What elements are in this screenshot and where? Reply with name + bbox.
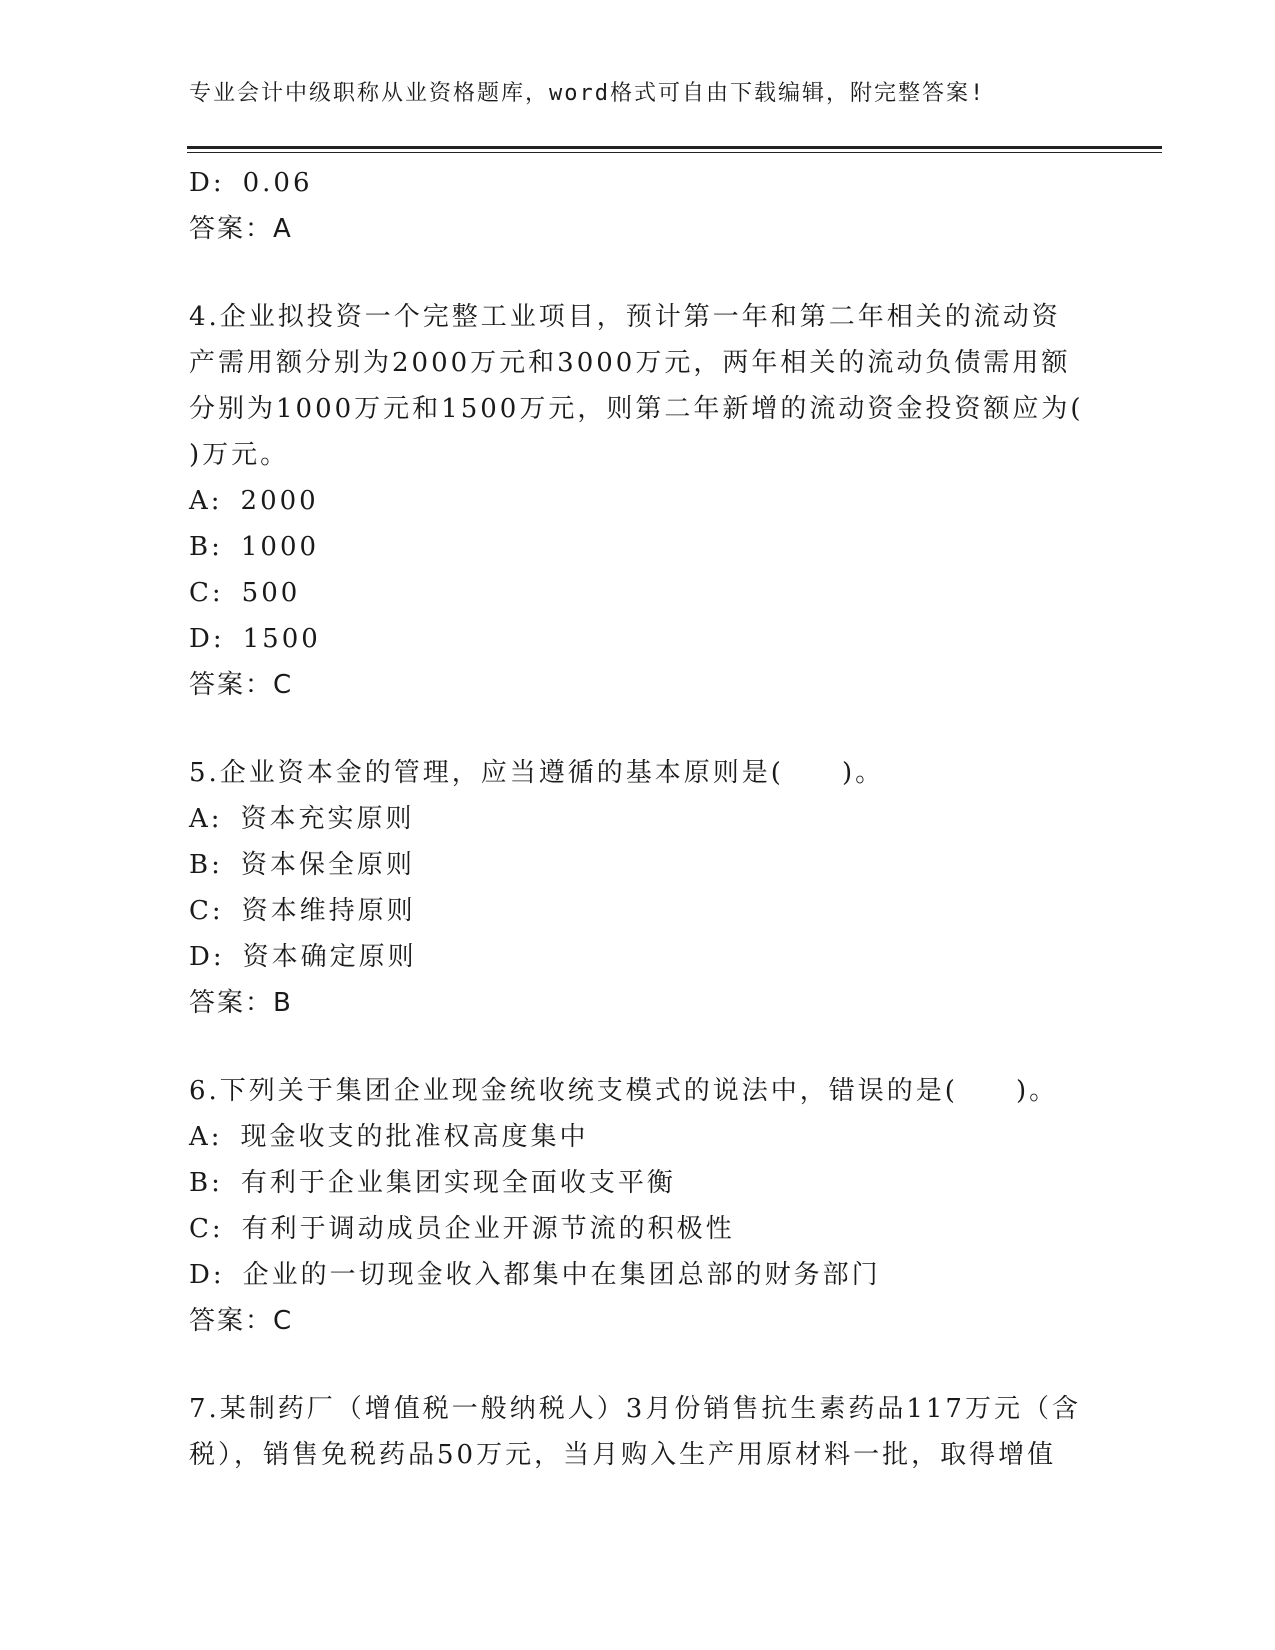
question-line: 分别为1000万元和1500万元，则第二年新增的流动资金投资额应为( bbox=[189, 394, 1084, 424]
option-text: 有利于企业集团实现全面收支平衡 bbox=[240, 1168, 676, 1198]
option-d bbox=[189, 1252, 1109, 1298]
question-line: 税），销售免税药品50万元，当月购入生产用原材料一批，取得增值 bbox=[189, 1440, 1057, 1470]
answer: 答案：C bbox=[189, 670, 294, 700]
option-a bbox=[189, 478, 1109, 524]
option-b bbox=[189, 524, 1109, 570]
option-text: 资本维持原则 bbox=[241, 896, 416, 926]
option-d bbox=[189, 160, 1109, 206]
option-text: 有利于调动成员企业开源节流的积极性 bbox=[241, 1214, 735, 1244]
answer: 答案：A bbox=[189, 214, 293, 244]
answer: 答案：B bbox=[189, 988, 293, 1018]
option-text: 0.06 bbox=[242, 168, 313, 198]
question-5 bbox=[189, 750, 1109, 796]
question-line: 7.某制药厂（增值税一般纳税人）3月份销售抗生素药品117万元（含 bbox=[189, 1394, 1081, 1424]
option-key: B: bbox=[189, 532, 223, 562]
option-key: C: bbox=[189, 1214, 224, 1244]
option-a bbox=[189, 796, 1109, 842]
option-text: 1000 bbox=[240, 532, 320, 562]
option-text: 2000 bbox=[240, 486, 319, 516]
option-key: A: bbox=[189, 1122, 223, 1152]
option-key: B: bbox=[189, 1168, 223, 1198]
option-c bbox=[189, 888, 1109, 934]
option-key: C: bbox=[189, 578, 224, 608]
option-d bbox=[189, 616, 1109, 662]
option-key: D: bbox=[189, 624, 225, 654]
option-a bbox=[189, 1114, 1109, 1160]
question-line: 产需用额分别为2000万元和3000万元，两年相关的流动负债需用额 bbox=[189, 348, 1071, 378]
question-line: 5.企业资本金的管理，应当遵循的基本原则是( )。 bbox=[189, 758, 885, 788]
option-key: C: bbox=[189, 896, 224, 926]
option-text: 资本保全原则 bbox=[240, 850, 415, 880]
question-line: 4.企业拟投资一个完整工业项目，预计第一年和第二年相关的流动资 bbox=[189, 302, 1061, 332]
option-text: 500 bbox=[241, 578, 301, 608]
option-key: D: bbox=[189, 168, 225, 198]
document-body bbox=[189, 160, 1109, 1478]
question-6 bbox=[189, 1068, 1109, 1114]
option-key: D: bbox=[189, 1260, 225, 1290]
option-text: 企业的一切现金收入都集中在集团总部的财务部门 bbox=[242, 1260, 881, 1290]
question-4 bbox=[189, 294, 1109, 478]
page-header: 专业会计中级职称从业资格题库，word格式可自由下载编辑，附完整答案! bbox=[189, 81, 986, 106]
option-text: 现金收支的批准权高度集中 bbox=[240, 1122, 589, 1152]
option-key: A: bbox=[189, 486, 223, 516]
option-b bbox=[189, 1160, 1109, 1206]
header-divider-thin bbox=[187, 152, 1162, 153]
option-key: B: bbox=[189, 850, 223, 880]
option-c bbox=[189, 1206, 1109, 1252]
option-key: D: bbox=[189, 942, 225, 972]
option-b bbox=[189, 842, 1109, 888]
header-divider-thick bbox=[187, 146, 1162, 149]
question-line: 6.下列关于集团企业现金统收统支模式的说法中，错误的是( )。 bbox=[189, 1076, 1059, 1106]
answer: 答案：C bbox=[189, 1306, 294, 1336]
option-text: 资本充实原则 bbox=[240, 804, 415, 834]
question-7 bbox=[189, 1386, 1109, 1478]
question-line: )万元。 bbox=[189, 440, 290, 470]
option-key: A: bbox=[189, 804, 223, 834]
option-d bbox=[189, 934, 1109, 980]
option-text: 1500 bbox=[242, 624, 321, 654]
option-c bbox=[189, 570, 1109, 616]
option-text: 资本确定原则 bbox=[242, 942, 417, 972]
